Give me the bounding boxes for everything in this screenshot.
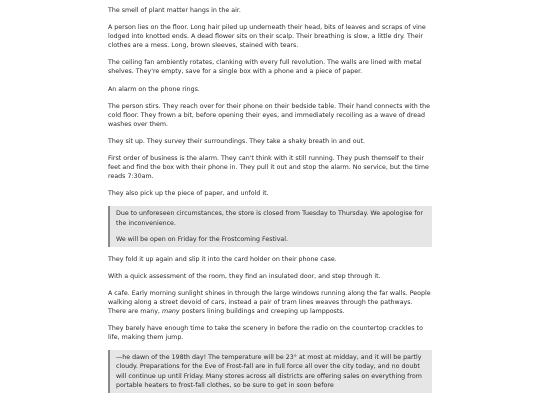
paragraph: With a quick assessment of the room, they find an insulated door, and step through it. (108, 272, 381, 280)
paragraph: First order of business is the alarm. They can't think with it still running. They push themself to their feet and find the box with their phone in. They pull it out and stop the alarm. No service, but the time reads 7:30am. (108, 155, 429, 181)
radio-broadcast-blockquote (108, 350, 432, 392)
paragraph: The ceiling fan ambiently rotates, clanking with every full revolution. The walls are lined with metal shelves. They're empty, save for a single box with a phone and a piece of paper. (108, 59, 422, 76)
paragraph (108, 289, 432, 316)
paragraph-text: A cafe. Early morning sunlight shines in through the large windows running along the far walls. People walking along a street devoid of cars, instead a pair of tram lines weaves through the pathways. There are many, (108, 289, 431, 316)
store-notice-blockquote (108, 206, 432, 246)
paragraph-text: posters lining buildings and creeping up lampposts. (179, 308, 345, 316)
radio-text: —he dawn of the 198th day! The temperature will be 23° at most at midday, and it will be partly cloudy. Preparations for the Eve of Frost-fall are in full force all over the city today, and no doubt will continue up until Friday. Many stores across all districts are offering sales on everything from portable heaters to frost-fall clothes, so be sure to get in soon before (116, 354, 422, 389)
paragraph: They sit up. They survey their surroundings. They take a shaky breath in and out. (108, 137, 366, 145)
notice-line: Due to unforeseen circumstances, the store is closed from Tuesday to Thursday. We apologise for the inconvenience. (116, 210, 424, 227)
emphasis: many (161, 308, 180, 316)
paragraph: They barely have enough time to take the scenery in before the radio on the countertop crackles to life, making them jump. (108, 325, 423, 342)
paragraph: They fold it up again and slip it into the card holder on their phone case. (108, 255, 337, 263)
paragraph: The person stirs. They reach over for their phone on their bedside table. Their hand connects with the cold floor. They frown a bit, before opening their eyes, and immediately recoiling as a wave of dread washes over them. (108, 102, 431, 128)
paragraph: The smell of plant matter hangs in the air. (108, 7, 241, 14)
notice-line: We will be open on Friday for the Frostcoming Festival. (116, 235, 289, 243)
paragraph: They also pick up the piece of paper, and unfold it. (108, 190, 269, 198)
paragraph: An alarm on the phone rings. (108, 85, 200, 93)
paragraph: A person lies on the floor. Long hair piled up underneath their head, bits of leaves and scraps of vine lodged into knotted ends. A dead flower sits on their scalp. Their breathing is slow, a little dry. Their clothes are a mess. Long, brown sleeves, stained with tears. (108, 24, 426, 50)
story-body (108, 6, 432, 401)
